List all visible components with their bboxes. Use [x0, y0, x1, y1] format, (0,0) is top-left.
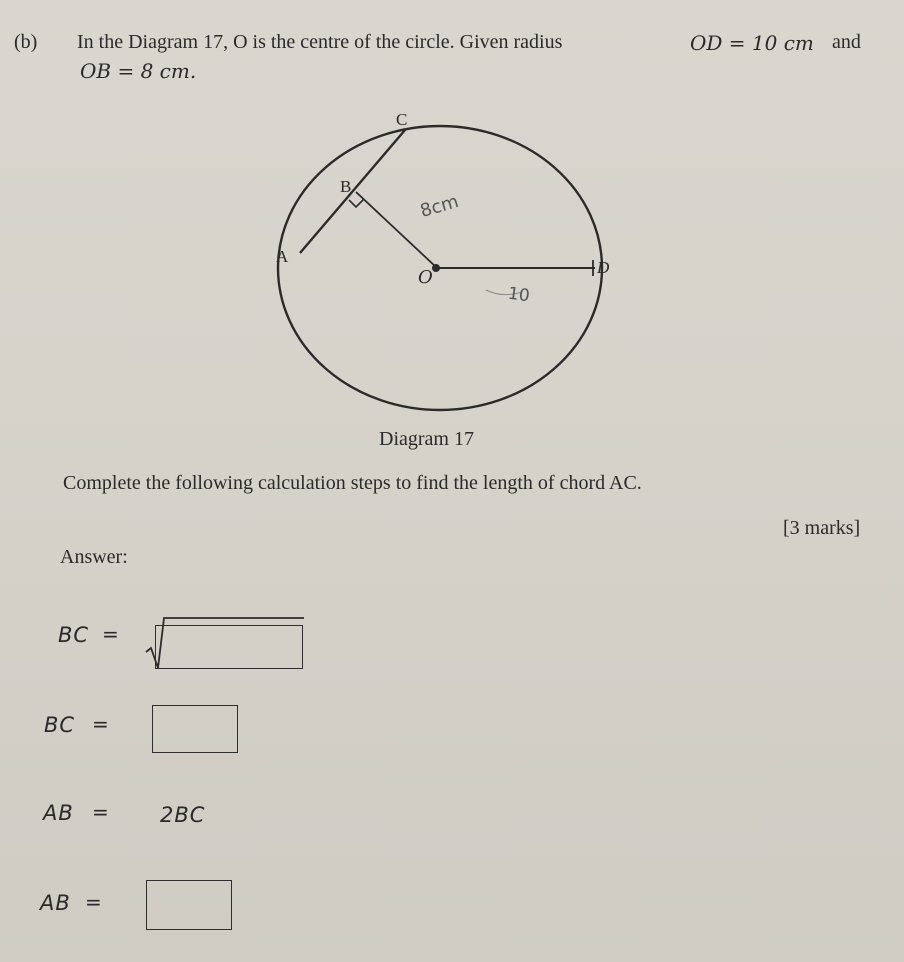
- od-given: OD = 10 cm: [690, 31, 814, 55]
- step3-rhs: 2BC: [160, 803, 206, 827]
- ob-given: OB = 8 cm.: [80, 59, 197, 83]
- marks-label: [3 marks]: [783, 517, 861, 539]
- step4-answer-box[interactable]: [146, 880, 232, 930]
- label-c: C: [396, 110, 408, 129]
- label-d: D: [597, 258, 610, 277]
- step1-equals: =: [102, 622, 119, 646]
- instruction: Complete the following calculation steps to find the length of chord AC.: [63, 472, 642, 494]
- diagram-caption: Diagram 17: [379, 428, 474, 450]
- label-o: O: [418, 267, 433, 288]
- centre-point: [432, 264, 440, 272]
- handwritten-8cm: 8cm: [417, 191, 462, 222]
- step3-equals: =: [92, 800, 109, 824]
- step2-answer-box[interactable]: [152, 705, 238, 753]
- step2-lhs: BC: [44, 713, 76, 737]
- step1-answer-box[interactable]: [155, 625, 303, 669]
- step3-lhs: AB: [43, 801, 74, 825]
- answer-label: Answer:: [60, 546, 128, 568]
- step4-equals: =: [85, 890, 102, 914]
- step2-equals: =: [92, 712, 109, 736]
- label-b: B: [340, 177, 352, 196]
- and-word: and: [832, 31, 861, 53]
- step4-lhs: AB: [40, 891, 71, 915]
- question-intro: In the Diagram 17, O is the centre of the circle. Given radius: [77, 31, 563, 53]
- right-angle-mark: [349, 199, 364, 207]
- circle-diagram: [250, 100, 650, 420]
- label-a: A: [276, 247, 289, 266]
- question-part-label: (b): [14, 31, 38, 53]
- handwritten-10: 10: [506, 283, 531, 307]
- step1-lhs: BC: [58, 623, 90, 647]
